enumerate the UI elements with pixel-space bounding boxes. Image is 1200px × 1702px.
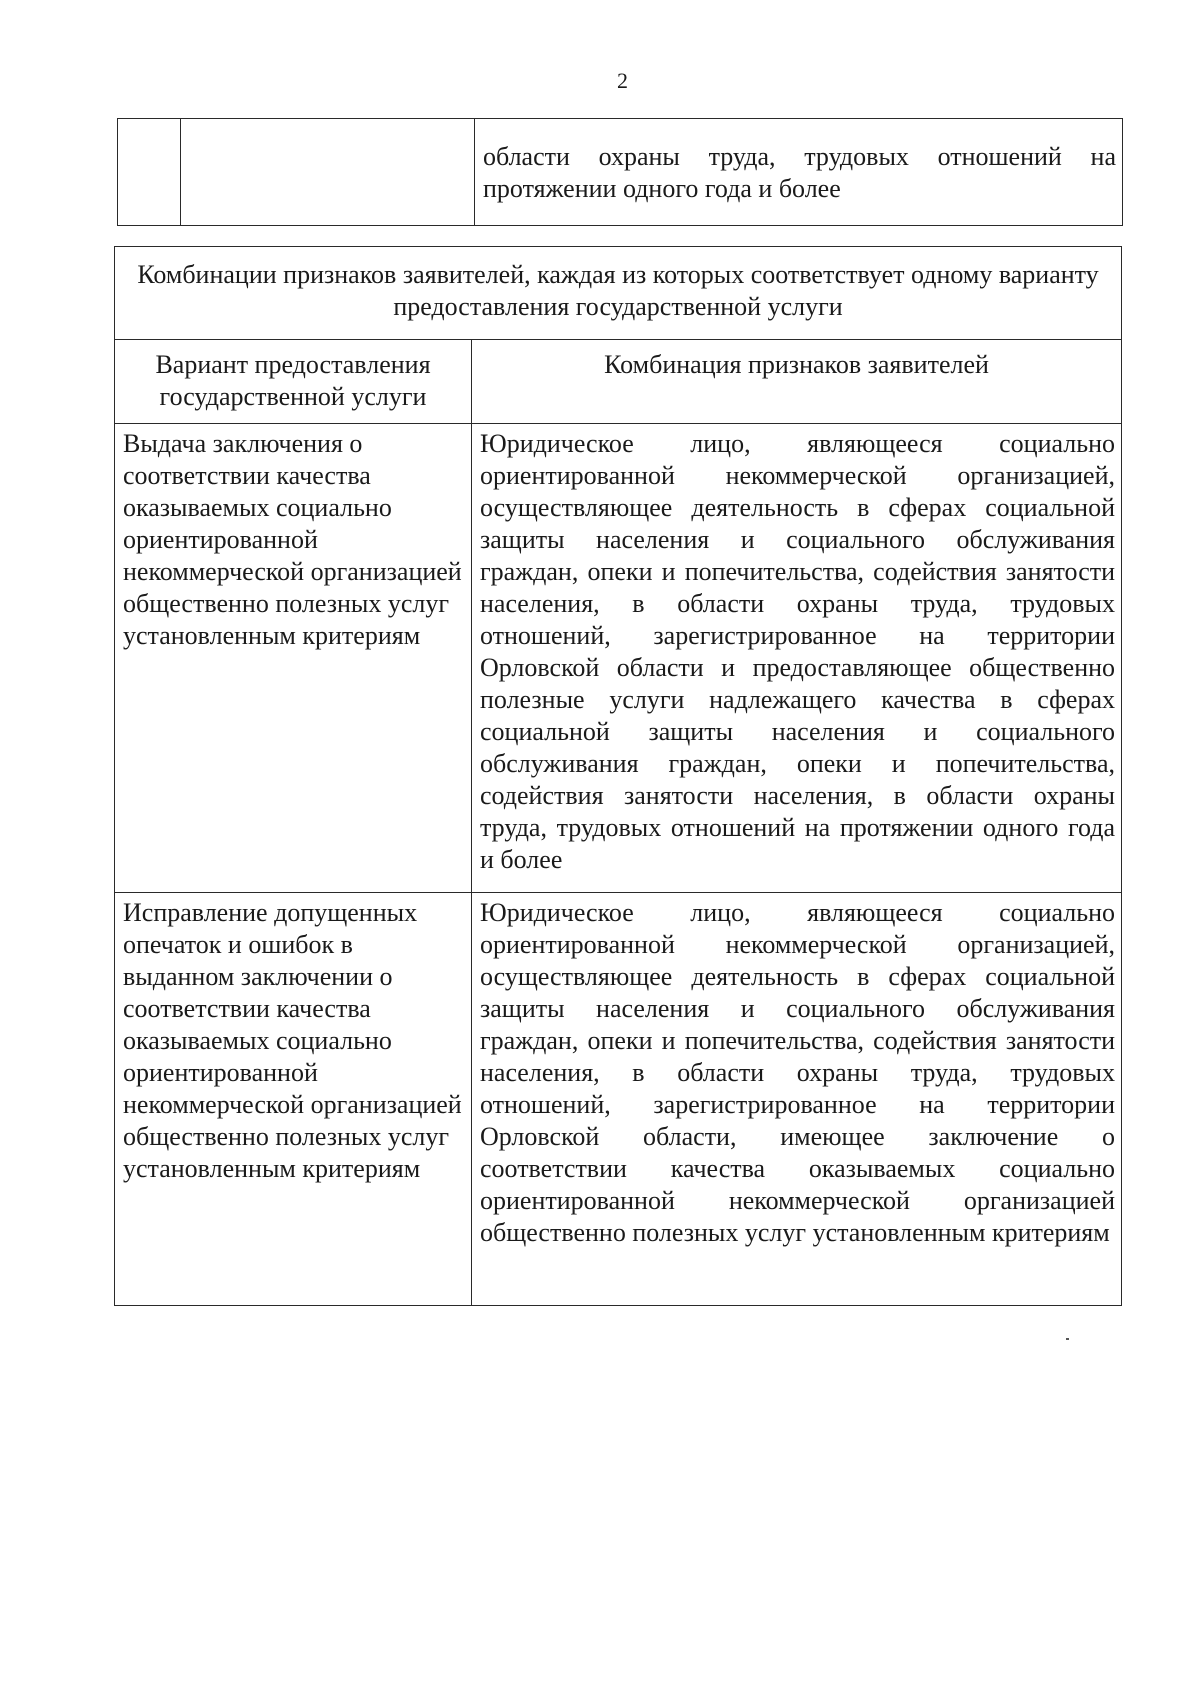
combination-cell: области охраны труда, трудовых отношений на протяжении одного года и более — [475, 119, 1123, 226]
table-header-row — [115, 340, 1122, 424]
number-cell — [118, 119, 181, 226]
variant-cell — [181, 119, 475, 226]
table-caption: Комбинации признаков заявителей, каждая из которых соответствует одному варианту предоставления государственной услуги — [115, 247, 1122, 340]
continuation-table — [117, 118, 1123, 226]
combination-cell: Юридическое лицо, являющееся социально ориентированной некоммерческой организацией, осуществляющее деятельность в сферах социальной защиты населения и социального обслуживания граждан, опеки и попечительства, содействия занятости населения, в области охраны труда, трудовых отношений, зарегистрированное на территории Орловской области и предоставляющее общественно полезные услуги надлежащего качества в сферах социальной защиты населения и социального обслуживания граждан, опеки и попечительства, содействия занятости населения, в области охраны труда, трудовых отношений на протяжении одного года и более — [472, 424, 1122, 893]
table-row — [115, 424, 1122, 893]
combination-cell: Юридическое лицо, являющееся социально ориентированной некоммерческой организацией, осуществляющее деятельность в сферах социальной защиты населения и социального обслуживания граждан, опеки и попечительства, содействия занятости населения, в области охраны труда, трудовых отношений, зарегистрированное на территории Орловской области, имеющее заключение о соответствии качества оказываемых социально ориентированной некоммерческой организацией общественно полезных услуг установленным критериям — [472, 893, 1122, 1306]
table-row — [115, 893, 1122, 1306]
header-combination: Комбинация признаков заявителей — [472, 340, 1122, 424]
scan-mark — [1066, 1338, 1069, 1340]
variant-cell: Выдача заключения о соответствии качества оказываемых социально ориентированной некоммерческой организацией общественно полезных услуг установленным критериям — [115, 424, 472, 893]
table-row — [118, 119, 1123, 226]
header-variant: Вариант предоставления государственной услуги — [115, 340, 472, 424]
variants-table — [114, 246, 1122, 1306]
table-caption-row — [115, 247, 1122, 340]
variant-cell: Исправление допущенных опечаток и ошибок в выданном заключении о соответствии качества оказываемых социально ориентированной некоммерческой организацией общественно полезных услуг установленным критериям — [115, 893, 472, 1306]
page-number: 2 — [617, 68, 628, 93]
